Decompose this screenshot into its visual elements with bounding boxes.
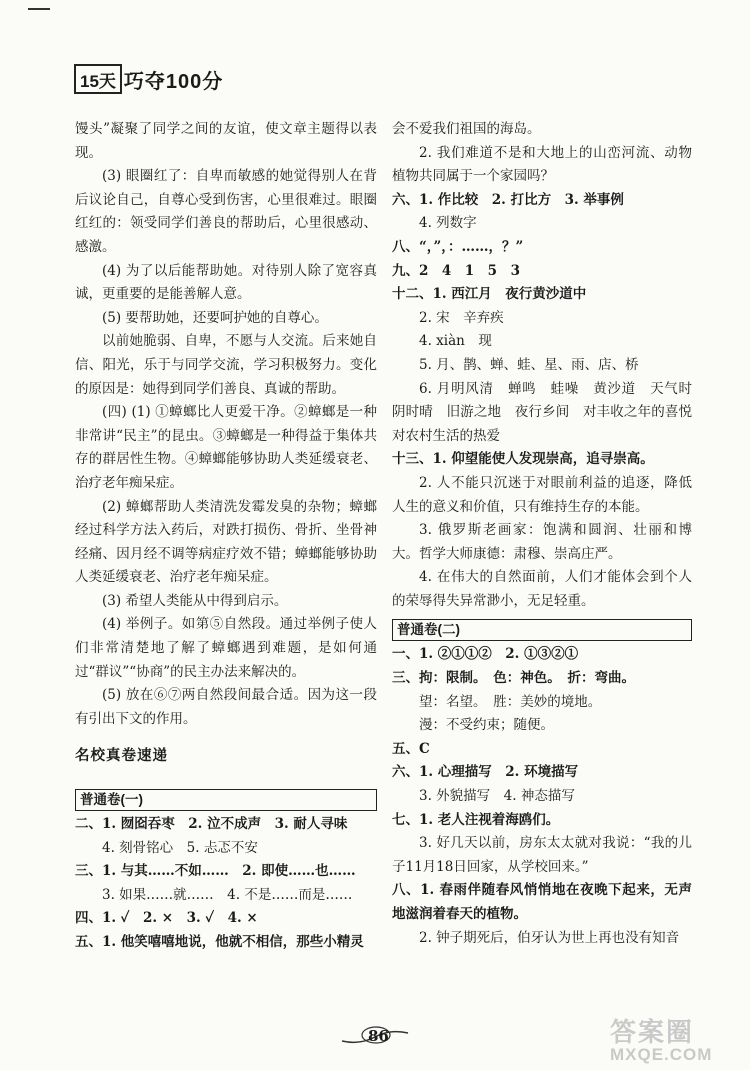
answer-line: 5. 月、鹊、蝉、蛙、星、雨、店、桥	[419, 356, 639, 373]
answer-line: 六、1. 作比较 2. 打比方 3. 举事例	[392, 191, 624, 208]
answer-line: 九、2 4 1 5 3	[392, 262, 520, 279]
answer-line: 十二、1. 西江月 夜行黄沙道中	[392, 286, 587, 303]
answer-line: 3. 好几天以前，房东太太就对我说：“我的儿子11月18日回家，从学校回来。”	[392, 835, 692, 875]
exam-box-title: 普通卷(一)	[75, 789, 377, 811]
answer-line: 五、C	[392, 740, 430, 757]
answer-line: 3. 俄罗斯老画家：饱满和圆润、壮丽和博大。哲学大师康德：肃穆、崇高庄严。	[392, 522, 692, 562]
corner-mark	[28, 8, 50, 10]
answer-line: 一、1. ②①①② 2. ①③②①	[392, 646, 579, 663]
answer-line: 3. 如果……就…… 4. 不是……而是……	[102, 886, 353, 903]
paragraph: 以前她脆弱、自卑，不愿与人交流。后来她自信、阳光，乐于与同学交流，学习积极努力。变化的原因是：她得到同学们善良、真诚的帮助。	[75, 333, 377, 397]
answer-line: 三、1. 与其……不如…… 2. 即使……也……	[75, 863, 356, 880]
watermark	[610, 1012, 740, 1064]
answer-line: 望：名望。 胜：美妙的境地。	[419, 693, 602, 710]
watermark-top: 答案圈	[610, 1017, 695, 1047]
paragraph: (4) 为了以后能帮助她。对待别人除了宽容真诚，更重要的是能善解人意。	[75, 262, 377, 303]
logo-boxed-text: 15天	[74, 64, 122, 94]
paragraph: (5) 放在⑥⑦两自然段间最合适。因为这一段有引出下文的作用。	[75, 687, 377, 727]
logo-title: 巧夺100分	[123, 70, 224, 93]
answer-line: 2. 人不能只沉迷于对眼前利益的追逐，降低人生的意义和价值，只有维持生存的本能。	[392, 474, 692, 515]
paragraph: (3) 希望人类能从中得到启示。	[102, 592, 288, 609]
answer-line: 4. 列数字	[419, 215, 477, 232]
answer-line: 六、1. 心理描写 2. 环境描写	[392, 764, 579, 781]
page-number: 86	[368, 1027, 389, 1045]
paragraph: (4) 举例子。如第⑤自然段。通过举例子使人们非常清楚地了解了蟑螂遇到难题，是如何通过“群议”“协商”的民主办法来解决的。	[75, 616, 377, 680]
answer-line: 4. 刻骨铭心 5. 忐忑不安	[102, 839, 258, 856]
answer-line: 漫：不受约束；随便。	[419, 717, 554, 734]
answer-line: 3. 外貌描写 4. 神态描写	[419, 788, 575, 805]
paragraph: (3) 眼圈红了：自卑而敏感的她觉得别人在背后议论自己，自尊心受到伤害，心里很难过。眼圈红红的：领受同学们善良的帮助后，心里很感动、感激。	[75, 168, 377, 255]
section-title: 名校真卷速递	[75, 748, 168, 765]
left-column	[75, 118, 377, 955]
answer-line: 三、拘：限制。 色：神色。 折：弯曲。	[392, 670, 635, 687]
answer-line: 七、1. 老人注视着海鸥们。	[392, 811, 560, 828]
answer-line: 二、1. 囫囵吞枣 2. 泣不成声 3. 耐人寻味	[75, 816, 348, 833]
paragraph: 馒头”凝聚了同学之间的友谊，使文章主题得以表现。	[75, 121, 377, 161]
watermark-bottom: MXQE.COM	[610, 1045, 713, 1064]
answer-line: 4. xiàn 现	[419, 333, 492, 350]
paragraph: 2. 我们难道不是和大地上的山峦河流、动物植物共同属于一个家园吗？	[392, 144, 692, 185]
answer-line: 八、1. 春雨伴随春风悄悄地在夜晚下起来，无声地滋润着春天的植物。	[392, 882, 692, 922]
answer-line: 十三、1. 仰望能使人发现崇高，追寻崇高。	[392, 451, 654, 468]
answer-line: 4. 在伟大的自然面前，人们才能体会到个人的荣辱得失异常渺小，无足轻重。	[392, 569, 692, 609]
answer-line: 2. 宋 辛弃疾	[419, 309, 504, 326]
answer-line: 2. 钟子期死后，伯牙认为世上再也没有知音	[419, 929, 680, 946]
answer-line: 八、“，”，：……，？”	[392, 238, 524, 255]
answer-line: 四、1. ✓ 2. × 3. ✓ 4. ×	[75, 910, 258, 927]
answer-line: 五、1. 他笑嘻嘻地说，他就不相信，那些小精灵	[75, 934, 364, 950]
header-logo	[74, 62, 223, 96]
paragraph: 会不爱我们祖国的海岛。	[392, 121, 541, 137]
right-column	[392, 118, 706, 950]
exam-box-title: 普通卷(二)	[392, 619, 692, 641]
paragraph: (2) 蟑螂帮助人类清洗发霉发臭的杂物；蟑螂经过科学方法入药后，对跌打损伤、骨折、坐骨神经痛、因月经不调等病症疗效不错；蟑螂能够协助人类延缓衰老、治疗老年痴呆症。	[75, 498, 377, 586]
paragraph: (四) (1) ①蟑螂比人更爱干净。②蟑螂是一种非常讲“民主”的昆虫。③蟑螂是一种得益于集体共存的群居性生物。④蟑螂能够协助人类延缓衰老、治疗老年痴呆症。	[75, 404, 377, 491]
answer-line: 6. 月明风清 蝉鸣 蛙噪 黄沙道 天气时阴时晴 旧游之地 夜行乡间 对丰收之年的喜悦 对农村生活的热爱	[392, 380, 706, 444]
paragraph: (5) 要帮助她，还要呵护她的自尊心。	[102, 309, 328, 326]
